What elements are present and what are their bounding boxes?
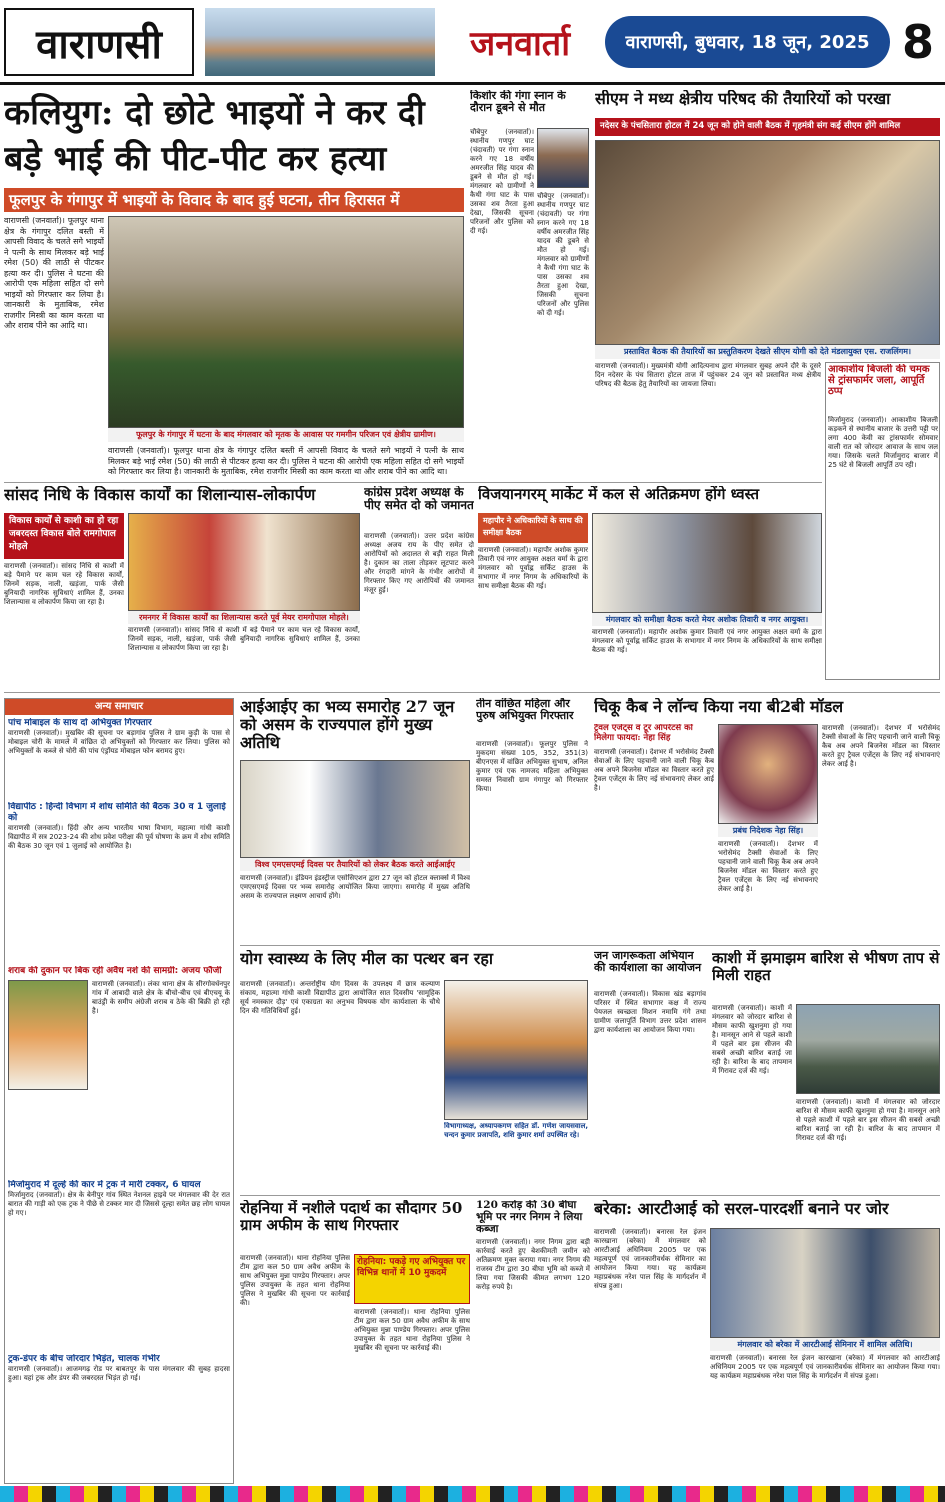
lead-photo-caption: फूलपुर के गंगापुर में घटना के बाद मंगलवार को मृतक के आवास पर गमगीन परिजन एवं क्षेत्रीय ग्रामीण। [108, 428, 464, 442]
edition-date: वाराणसी, बुधवार, 18 जून, 2025 [605, 16, 890, 68]
page-number: 8 [901, 15, 934, 69]
section-title: वाराणसी [4, 8, 194, 76]
activist-photo [8, 980, 88, 1090]
list-item-body: वाराणसी (जनवार्ता)। लंका थाना क्षेत्र के सीरगोवर्धनपुर गांव में आबादी वाले क्षेत्र के बीचो-बीच एवं बीएचयू के बाउंड्री के समीप अंग्रेजी शराब व ठेके की बिक्री हो रही है। [92, 980, 230, 1015]
vijaya-body: वाराणसी (जनवार्ता)। महापौर अशोक कुमार तिवारी एवं नगर आयुक्त अक्षत वर्मा के द्वारा मंगलवार को पूर्वाह्न सर्किट हाउस के सभागार में नगर निगम के अधिकारियों के साथ समीक्षा बैठक की गई। [478, 546, 588, 590]
rain-body-continued: वाराणसी (जनवार्ता)। काशी में मंगलवार को जोरदार बारिश से मौसम काफी खुशनुमा हो गया है। मानसून आने से पहले काशी में पहले बार इस सीजन की सबसे अच्छी बारिश बताई जा रही है। बारिश के बाद तापमान में गिरावट दर्ज की गई। [796, 1098, 940, 1142]
congress-headline: कांग्रेस प्रदेश अध्यक्ष के पीए समेत दो को जमानत [364, 486, 474, 513]
mp-body: वाराणसी (जनवार्ता)। सांसद निधि से काशी में बड़े पैमाने पर काम चल रहे विकास कार्यों, जिनमें सड़क, नाली, खड़ंजा, पार्क जैसी बुनियादी नागरिक सुविधाएं शामिल हैं, उनका शिलान्यास व लोकार्पण किया जा रहा है। [4, 562, 124, 606]
list-item-body: मिर्जामुराद (जनवार्ता)। क्षेत्र के बेनीपुर गांव स्थित नेशनल हाइवे पर मंगलवार की देर रात बारात की गाड़ी को एक ट्रक ने पीछे से टक्कर मार दी जिससे दूल्हा समेत छह लोग घायल हो गए। [8, 1191, 230, 1217]
iie-photo-caption: विश्व एमएसएमई दिवस पर तैयारियों को लेकर बैठक करते आईआईए [240, 858, 470, 871]
list-item-body: वाराणसी (जनवार्ता)। आजमगढ़ रोड पर बाबतपुर के पास मंगलवार की सुबह हादसा हुआ। यहां ट्रक और डंपर की जबरदस्त भिड़ंत हो गई। [8, 1365, 230, 1382]
cm-subheadline: नदेसर के पंचसितारा होटल में 24 जून को होने वाली बैठक में गृहमंत्री संग कई सीएम होंगे शामिल [595, 118, 940, 136]
drown-victim-photo [537, 128, 589, 188]
newspaper-name: जनवार्ता [470, 24, 570, 64]
chiku-headline: चिकू कैब ने लॉन्च किया नया बी2बी मॉडल [594, 698, 844, 716]
land-headline: 120 करोड़ की 30 बीघा भूमि पर नगर निगम ने लिया कब्जा [476, 1200, 583, 1234]
rohania-body: वाराणसी (जनवार्ता)। थाना रोहनिया पुलिस टीम द्वारा कल 50 ग्राम अवैध अफीम के साथ अभियुक्त मुन्ना पाण्डेय गिरफ्तार। अपर पुलिस उपायुक्त के तहत थाना रोहनिया पुलिस ने मुखबिर की सूचना पर कार्रवाई की। [240, 1254, 350, 1307]
other-news-list [8, 718, 230, 1478]
iie-headline: आईआईए का भव्य समारोह 27 जून को असम के राज्यपाल होंगे मुख्य अतिथि [240, 698, 455, 752]
vijaya-photo-caption: मंगलवार को समीक्षा बैठक करते मेयर अशोक तिवारी व नगर आयुक्त। [592, 613, 822, 626]
drown-headline: किशोर की गंगा स्नान के दौरान डूबने से मौत [470, 90, 566, 115]
drown-body-continued: चौबेपुर (जनवार्ता)। स्थानीय गणपुर घाट (चंदावती) पर गंगा स्नान करने गए 18 वर्षीय अमरजीत सिंह यादव की डूबने से मौत हो गई। मंगलवार को ग्रामीणों ने कैथी गंगा घाट के पास उसका शव तैरता हुआ देखा, जिसकी सूचना परिजनों और पुलिस को दी गई। [537, 192, 589, 317]
list-item [8, 718, 230, 798]
rti-seminar-photo [710, 1228, 940, 1338]
lead-subheadline: फूलपुर के गंगापुर में भाइयों के विवाद के बाद हुई घटना, तीन हिरासत में [4, 188, 464, 212]
vijaya-meeting-photo [592, 513, 822, 613]
masthead-ghat-photo [205, 8, 435, 76]
mp-photo-caption: रमनगर में विकास कार्यों का शिलान्यास करते पूर्व मेयर रामगोपाल मोहले। [128, 611, 360, 624]
list-item-headline: मिर्जामुराद में दूल्हे की कार में ट्रक ने मारी टक्कर, 6 घायल [8, 1180, 201, 1190]
rohania-highlight-box: रोहनिया: पकड़े गए अभियुक्त पर विभिन्न थानों में 10 मुकदमें [354, 1254, 470, 1304]
rain-body: वाराणसी (जनवार्ता)। काशी में मंगलवार को जोरदार बारिश से मौसम काफी खुशनुमा हो गया है। मानसून आने से पहले काशी में पहले बार इस सीजन की सबसे अच्छी बारिश बताई जा रही है। बारिश के बाद तापमान में गिरावट दर्ज की गई। [712, 1004, 792, 1075]
list-item [8, 802, 230, 962]
power-body: मिर्जामुराद (जनवार्ता)। आकाशीय बिजली कड़कने से स्थानीय बाजार के उत्तरी पट्टी पर लगा 400 केवी का ट्रांसफार्मर सोमवार वाली रात को जोरदार आवाज के साथ जल गया। जिसके चलते मिर्जामुराद बाजार में 25 घंटे से बिजली आपूर्ति ठप रही। [828, 416, 938, 469]
cm-headline: सीएम ने मध्य क्षेत्रीय परिषद की तैयारियों को परखा [595, 90, 891, 108]
lead-headline: कलियुग: दो छोटे भाइयों ने कर दी बड़े भाई की पीट-पीट कर हत्या [4, 93, 425, 179]
congress-body: वाराणसी (जनवार्ता)। उत्तर प्रदेश कांग्रेस अध्यक्ष अजय राय के पीए समेत दो आरोपियों को अदालत से बड़ी राहत मिली है। दुकान का ताला तोड़कर लूटपाट करने और रंगदारी मांगने के गंभीर आरोपों में गिरफ्तार किए गए आरोपियों की जमानत मंजूर हुई। [364, 532, 474, 594]
power-headline: आकाशीय बिजली की चमक से ट्रांसफार्मर जला, आपूर्ति ठप्प [828, 364, 930, 398]
divider [4, 482, 822, 483]
rain-headline: काशी में झमाझम बारिश से भीषण ताप से मिली राहत [712, 950, 940, 984]
rohania-body-continued: वाराणसी (जनवार्ता)। थाना रोहनिया पुलिस टीम द्वारा कल 50 ग्राम अवैध अफीम के साथ अभियुक्त मुन्ना पाण्डेय गिरफ्तार। अपर पुलिस उपायुक्त के तहत थाना रोहनिया पुलिस ने मुखबिर की सूचना पर कार्रवाई की। [354, 1308, 470, 1352]
list-item-headline: ट्रक-डंपर के बीच जोरदार भिड़ंत, चालक गंभीर [8, 1354, 160, 1364]
chiku-photo-caption: प्रबंध निदेशक नेहा सिंह। [718, 824, 818, 837]
vijaya-side-heading: महापौर ने अधिकारियों के साथ की समीक्षा बैठक [478, 513, 588, 543]
rohania-headline: रोहनिया में नशीले पदार्थ का सौदागर 50 ग्राम अफीम के साथ गिरफ्तार [240, 1200, 463, 1234]
other-news-title: अन्य समाचार [5, 699, 233, 715]
lead-photo-mourning-family [108, 216, 464, 428]
lead-body-continued: वाराणसी (जनवार्ता)। फूलपुर थाना क्षेत्र के गंगापुर दलित बस्ती में आपसी विवाद के चलते सगे भाइयों ने पत्नी के साथ मिलकर बड़े भाई रमेश (50) की लाठी से पीटकर हत्या कर दी। पुलिस ने घटना की आरोपी एक महिला सहित दो सगे भाइयों को गिरफ्तार कर लिया है। जानकारी के मुताबिक, रमेश राजगीर मिस्त्री का काम करता था और शराब पीने का आदि था। [108, 446, 464, 476]
divider [240, 945, 940, 946]
list-item-headline: विद्यापीठ : हिन्दी विभाग में शोध समिति की बैठक 30 व 1 जुलाई को [8, 802, 226, 823]
arrest3-headline: तीन वांछित महिला और पुरुष अभियुक्त गिरफ्तार [476, 698, 574, 723]
list-item [8, 1180, 230, 1350]
iie-meeting-photo [240, 760, 470, 858]
cm-meeting-photo [595, 140, 940, 345]
lead-body: वाराणसी (जनवार्ता)। फूलपुर थाना क्षेत्र के गंगापुर दलित बस्ती में आपसी विवाद के चलते सगे भाइयों ने पत्नी के साथ मिलकर बड़े भाई रमेश (50) की लाठी से पीटकर हत्या कर दी। पुलिस ने घटना की आरोपी एक महिला सहित दो सगे भाइयों को गिरफ्तार कर लिया है। जानकारी के मुताबिक, रमेश राजगीर मिस्त्री का काम करता था और शराब पीने का आदि था। [4, 216, 104, 330]
rti-headline: बरेका: आरटीआई को सरल-पारदर्शी बनाने पर जोर [594, 1200, 889, 1218]
arrest3-body: वाराणसी (जनवार्ता)। फूलपुर पुलिस ने मुकदमा संख्या 105, 352, 351(3) बीएनएस में वांछित अभियुक्त सुभाष, अनिल कुमार एवं एक नामजद महिला अभियुक्त समस्त निवासी ग्राम गंगापुर को गिरफ्तार किया। [476, 740, 588, 793]
rain-photo [796, 1004, 940, 1094]
awareness-headline: जन जागरूकता अभियान की कार्यशाला का आयोजन [594, 950, 702, 975]
list-item-body: वाराणसी (जनवार्ता)। मुखबिर की सूचना पर बड़ागांव पुलिस ने ग्राम कुड़ी के पास से मोबाइल चोरी के मामले में वांछित दो अभियुक्तों को गिरफ्तार कर लिया। पुलिस को अभियुक्तों के कब्जे से चोरी की पांच एंड्रॉयड मोबाइल फोन बरामद हुए। [8, 729, 230, 755]
divider [4, 692, 940, 693]
rti-photo-caption: मंगलवार को बरेका में आरटीआई सेमिनार में शामिल अतिथि। [710, 1338, 940, 1351]
rti-body-continued: वाराणसी (जनवार्ता)। बनारस रेल इंजन कारखाना (बरेका) में मंगलवार को आरटीआई अधिनियम 2005 पर एक महत्वपूर्ण एवं जानकारीवर्धक सेमिनार का आयोजन किया गया। यह कार्यक्रम महाप्रबंधक नरेश पाल सिंह के मार्गदर्शन में संपन्न हुआ। [710, 1354, 940, 1380]
cm-body: वाराणसी (जनवार्ता)। मुख्यमंत्री योगी आदित्यनाथ द्वारा मंगलवार सुबह अपने दौरे के दूसरे दिन नदेसर के पंच सितारा होटल ताज में पहुंचकर 24 जून को प्रस्तावित मध्य क्षेत्रीय परिषद की बैठक हेतु तैयारियों का जायजा लिया। [595, 362, 821, 388]
list-item [8, 966, 230, 1176]
list-item-headline: पांच मोबाइल के साथ दो अभियुक्त गिरफ्तार [8, 718, 152, 728]
awareness-body: वाराणसी (जनवार्ता)। विकास खंड बड़ागांव परिसर में स्थित सभागार कक्ष में राज्य पेयजल स्वच्छता मिशन नमामि गंगे तथा ग्रामीण जलापूर्ति विभाग उत्तर प्रदेश शासन द्वारा कार्यशाला का आयोजन किया गया। [594, 990, 706, 1034]
chiku-subheadline: ट्रैवल एजेंट्स व टूर ऑपरेटर्स को मिलेगा फायदा: नेहा सिंह [594, 724, 693, 743]
land-body: वाराणसी (जनवार्ता)। नगर निगम द्वारा बड़ी कार्रवाई करते हुए बेशकीमती जमीन को अतिक्रमण मुक्त कराया गया। नगर निगम की राजस्व टीम द्वारा 30 बीघा भूमि को कब्जे में लिया गया जिसकी कीमत लगभग 120 करोड़ रुपये है। [476, 1238, 590, 1291]
drown-body: चौबेपुर (जनवार्ता)। स्थानीय गणपुर घाट (चंदावती) पर गंगा स्नान करने गए 18 वर्षीय अमरजीत सिंह यादव की डूबने से मौत हो गई। मंगलवार को ग्रामीणों ने कैथी गंगा घाट के पास उसका शव तैरता हुआ देखा, जिसकी सूचना परिजनों और पुलिस को दी गई। [470, 128, 534, 235]
list-item [8, 1354, 230, 1464]
list-item-headline: शराब की दुकान पर बिक रही अवैध नशे की सामग्री: अजय फौजी [8, 966, 222, 976]
mp-foundation-photo [128, 513, 360, 611]
mp-headline: सांसद निधि के विकास कार्यों का शिलान्यास-लोकार्पण [4, 486, 316, 504]
list-item-body: वाराणसी (जनवार्ता)। हिंदी और अन्य भारतीय भाषा विभाग, महात्मा गांधी काशी विद्यापीठ में सत्र 2023-24 की शोध प्रवेश परीक्षा की पूर्व घोषणा के क्रम में शोध समिति की बैठक 30 जून एवं 1 जुलाई को आयोजित है। [8, 824, 230, 850]
vijaya-body-continued: वाराणसी (जनवार्ता)। महापौर अशोक कुमार तिवारी एवं नगर आयुक्त अक्षत वर्मा के द्वारा मंगलवार को पूर्वाह्न सर्किट हाउस के सभागार में नगर निगम के अधिकारियों के साथ समीक्षा बैठक की गई। [592, 628, 822, 654]
mp-side-heading: विकास कार्यों से काशी का हो रहा जबरदस्त विकास बोले रामगोपाल मोहले [4, 513, 124, 559]
yoga-headline: योग स्वास्थ्य के लिए मील का पत्थर बन रहा [240, 950, 494, 968]
cm-photo-caption: प्रस्तावित बैठक की तैयारियों का प्रस्तुतिकरण देखते सीएम योगी को देते मंडलायुक्त एस. राजलिंगम। [595, 345, 940, 359]
masthead-rule [0, 82, 945, 85]
rti-body: वाराणसी (जनवार्ता)। बनारस रेल इंजन कारखाना (बरेका) में मंगलवार को आरटीआई अधिनियम 2005 पर एक महत्वपूर्ण एवं जानकारीवर्धक सेमिनार का आयोजन किया गया। यह कार्यक्रम महाप्रबंधक नरेश पाल सिंह के मार्गदर्शन में संपन्न हुआ। [594, 1228, 706, 1290]
chiku-body-continued: वाराणसी (जनवार्ता)। देशभर में भरोसेमंद टैक्सी सेवाओं के लिए पहचानी जाने वाली चिकू कैब अब अपने बिजनेस मॉडल का विस्तार करते हुए ट्रैवल एजेंट्स के लिए नई संभावनाएं लेकर आई है। [718, 840, 818, 893]
yoga-photo [444, 980, 588, 1120]
color-registration-strip [0, 1486, 945, 1502]
yoga-body: वाराणसी (जनवार्ता)। अन्तर्राष्ट्रीय योग दिवस के उपलक्ष्य में छात्र कल्याण संकाय, महात्मा गांधी काशी विद्यापीठ द्वारा आयोजित सात दिवसीय 'सामूहिक सूर्य नमस्कार दौड़' एवं एकाग्रता का अनुभव विषयक योग कार्यशाला के चौथे दिन की गतिविधियाँ हुई। [240, 980, 440, 1015]
divider [240, 1195, 940, 1196]
chiku-md-photo [718, 724, 818, 824]
iie-body: वाराणसी (जनवार्ता)। इंडियन इंडस्ट्रीज एसोसिएशन द्वारा 27 जून को होटल क्लार्क्स में विश्व एमएसएमई दिवस पर भव्य समारोह आयोजित किया जाएगा। समारोह में मुख्य अतिथि असम के राज्यपाल लक्ष्मण आचार्य होंगे। [240, 874, 470, 900]
chiku-body: वाराणसी (जनवार्ता)। देशभर में भरोसेमंद टैक्सी सेवाओं के लिए पहचानी जाने वाली चिकू कैब अब अपने बिजनेस मॉडल का विस्तार करते हुए ट्रैवल एजेंट्स के लिए नई संभावनाएं लेकर आई है। [594, 748, 714, 792]
chiku-body-continued: वाराणसी (जनवार्ता)। देशभर में भरोसेमंद टैक्सी सेवाओं के लिए पहचानी जाने वाली चिकू कैब अब अपने बिजनेस मॉडल का विस्तार करते हुए ट्रैवल एजेंट्स के लिए नई संभावनाएं लेकर आई है। [822, 724, 940, 768]
vijaya-headline: विजयानगरम् मार्केट में कल से अतिक्रमण होंगे ध्वस्त [478, 486, 759, 503]
yoga-photo-caption: विभागाध्यक्ष, अध्यापकगण सहित डॉ. गणेश जायसवाल, चन्दन कुमार प्रजापति, शशि कुमार शर्मा उपस्थित रहे। [444, 1122, 588, 1139]
mp-body-continued: वाराणसी (जनवार्ता)। सांसद निधि से काशी में बड़े पैमाने पर काम चल रहे विकास कार्यों, जिनमें सड़क, नाली, खड़ंजा, पार्क जैसी बुनियादी नागरिक सुविधाएं शामिल हैं, उनका शिलान्यास व लोकार्पण किया जा रहा है। [128, 626, 360, 652]
